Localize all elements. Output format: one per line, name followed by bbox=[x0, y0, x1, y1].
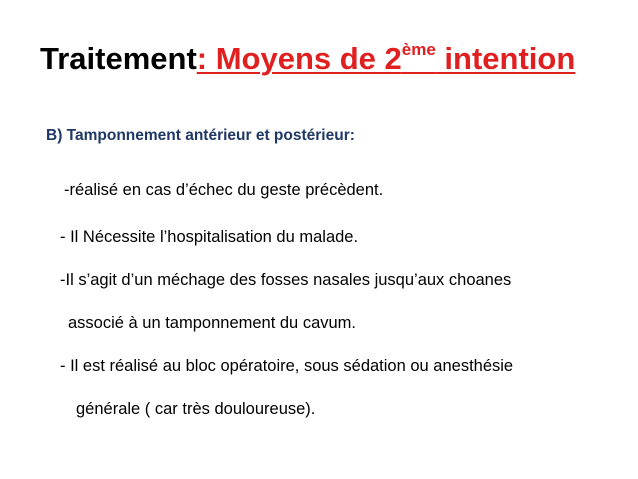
title-superscript: ème bbox=[401, 40, 436, 59]
bullet-line-3: -Il s’agit d’un méchage des fosses nasales jusqu’aux choanes bbox=[60, 271, 512, 289]
title-red-end: intention bbox=[435, 41, 576, 76]
bullet-line-3-cont: associé à un tamponnement du cavum. bbox=[68, 314, 357, 332]
bullet-line-2: - Il Nécessite l’hospitalisation du malade. bbox=[60, 228, 359, 246]
bullet-line-4-cont: générale ( car très douloureuse). bbox=[76, 400, 316, 418]
slide-title bbox=[40, 40, 575, 78]
title-red-part: : Moyens de 2 bbox=[196, 41, 402, 76]
title-main: Traitement bbox=[40, 41, 197, 76]
bullet-line-4: - Il est réalisé au bloc opératoire, sous sédation ou anesthésie bbox=[60, 357, 514, 375]
section-heading: B) Tamponnement antérieur et postérieur: bbox=[46, 127, 355, 144]
bullet-line-1: -réalisé en cas d’échec du geste précèdent. bbox=[64, 181, 384, 199]
